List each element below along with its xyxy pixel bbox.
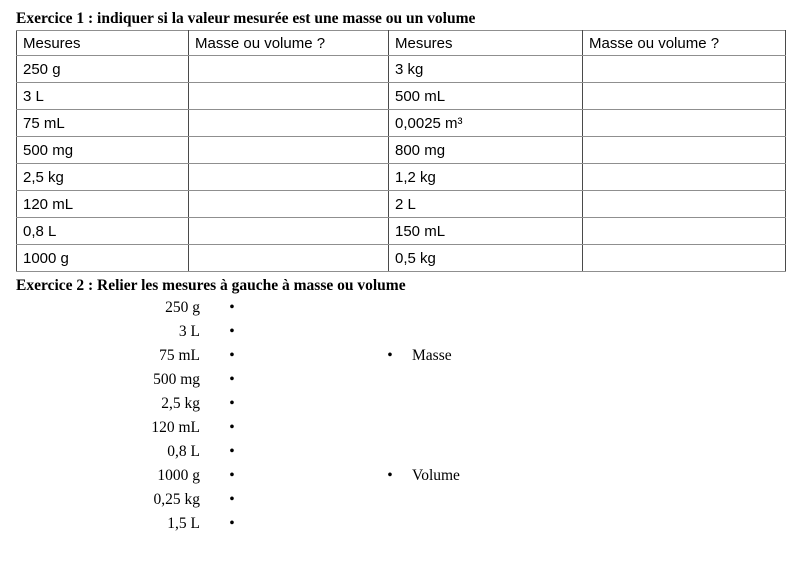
connector-dot[interactable]: •: [229, 299, 235, 316]
match-measure-label: 75 mL: [159, 347, 200, 364]
connector-dot[interactable]: •: [229, 347, 235, 364]
answer-cell[interactable]: [189, 137, 389, 164]
answer-cell[interactable]: [189, 110, 389, 137]
connector-dot-volume[interactable]: •: [387, 467, 393, 484]
measure-cell: 150 mL: [389, 218, 583, 245]
connector-dot[interactable]: •: [229, 467, 235, 484]
measure-cell: 250 g: [17, 56, 189, 83]
column-header-masse-volume-right: Masse ou volume ?: [583, 31, 786, 56]
measure-cell: 0,0025 m³: [389, 110, 583, 137]
table-row: [17, 245, 786, 272]
measure-cell: 120 mL: [17, 191, 189, 218]
match-measure-label: 1,5 L: [167, 515, 200, 532]
connector-dot[interactable]: •: [229, 395, 235, 412]
match-row: [0, 440, 800, 464]
match-row: [0, 464, 800, 488]
connector-dot-masse[interactable]: •: [387, 347, 393, 364]
match-measure-label: 500 mg: [153, 371, 200, 388]
table-row: [17, 137, 786, 164]
measure-cell: 500 mL: [389, 83, 583, 110]
measure-cell: 1000 g: [17, 245, 189, 272]
match-row: [0, 368, 800, 392]
exercise2-matching: [0, 296, 800, 536]
answer-cell[interactable]: [583, 83, 786, 110]
connector-dot[interactable]: •: [229, 443, 235, 460]
measure-cell: 800 mg: [389, 137, 583, 164]
match-measure-label: 1000 g: [157, 467, 200, 484]
answer-cell[interactable]: [583, 245, 786, 272]
answer-cell[interactable]: [189, 83, 389, 110]
measure-cell: 3 L: [17, 83, 189, 110]
connector-dot[interactable]: •: [229, 491, 235, 508]
column-header-mesures-right: Mesures: [389, 31, 583, 56]
answer-cell[interactable]: [583, 164, 786, 191]
table-row: [17, 110, 786, 137]
match-measure-label: 3 L: [178, 323, 200, 340]
measure-cell: 2 L: [389, 191, 583, 218]
match-measure-label: 2,5 kg: [161, 395, 200, 412]
measure-cell: 0,8 L: [17, 218, 189, 245]
answer-cell[interactable]: [189, 245, 389, 272]
match-measure-label: 0,8 L: [167, 443, 200, 460]
measure-cell: 0,5 kg: [389, 245, 583, 272]
match-row: [0, 512, 800, 536]
exercise1-title: Exercice 1 : indiquer si la valeur mesurée est une masse ou un volume: [16, 10, 476, 27]
connector-dot[interactable]: •: [229, 371, 235, 388]
table-row: [17, 83, 786, 110]
column-header-masse-volume-left: Masse ou volume ?: [189, 31, 389, 56]
target-label-volume: Volume: [412, 467, 460, 484]
connector-dot[interactable]: •: [229, 323, 235, 340]
target-label-masse: Masse: [412, 347, 452, 364]
exercise1-table: [16, 30, 786, 272]
table-row: [17, 191, 786, 218]
table-row: [17, 164, 786, 191]
answer-cell[interactable]: [583, 137, 786, 164]
match-measure-label: 250 g: [165, 299, 200, 316]
exercise2-title: Exercice 2 : Relier les mesures à gauche à masse ou volume: [16, 277, 406, 294]
match-row: [0, 488, 800, 512]
connector-dot[interactable]: •: [229, 419, 235, 436]
match-row: [0, 416, 800, 440]
measure-cell: 75 mL: [17, 110, 189, 137]
column-header-mesures-left: Mesures: [17, 31, 189, 56]
match-row: [0, 296, 800, 320]
match-row: [0, 320, 800, 344]
connector-dot[interactable]: •: [229, 515, 235, 532]
match-measure-label: 120 mL: [151, 419, 200, 436]
answer-cell[interactable]: [189, 191, 389, 218]
match-measure-label: 0,25 kg: [153, 491, 200, 508]
table-row: [17, 218, 786, 245]
answer-cell[interactable]: [189, 218, 389, 245]
answer-cell[interactable]: [583, 110, 786, 137]
answer-cell[interactable]: [583, 191, 786, 218]
measure-cell: 1,2 kg: [389, 164, 583, 191]
match-row: [0, 392, 800, 416]
answer-cell[interactable]: [583, 56, 786, 83]
answer-cell[interactable]: [189, 164, 389, 191]
answer-cell[interactable]: [583, 218, 786, 245]
measure-cell: 2,5 kg: [17, 164, 189, 191]
measure-cell: 3 kg: [389, 56, 583, 83]
match-row: [0, 344, 800, 368]
table-row: [17, 56, 786, 83]
measure-cell: 500 mg: [17, 137, 189, 164]
table-header-row: [17, 31, 786, 56]
answer-cell[interactable]: [189, 56, 389, 83]
